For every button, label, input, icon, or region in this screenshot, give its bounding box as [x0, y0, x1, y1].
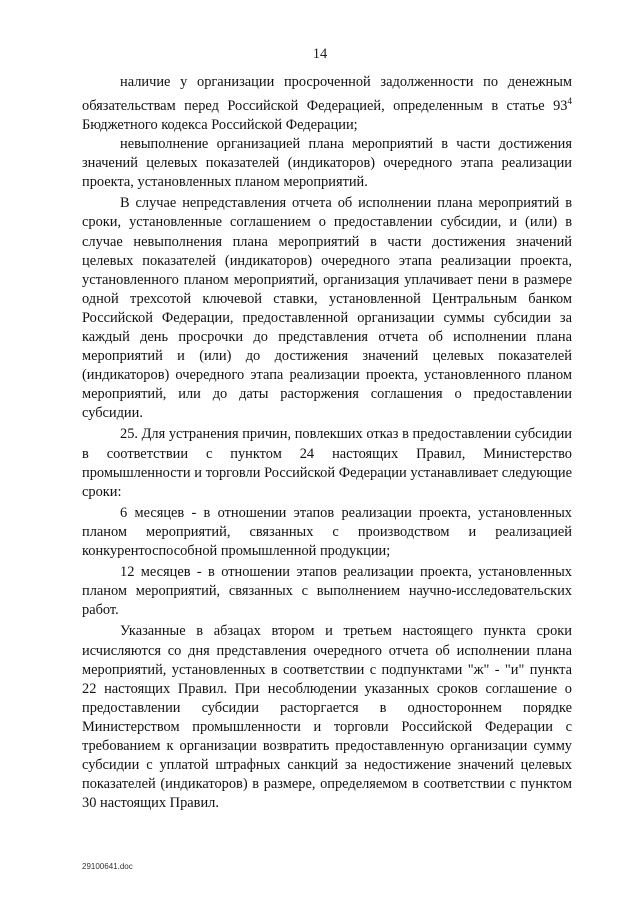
paragraph-text: наличие у организации просроченной задолженности по денежным обязательствам перед Российской Федерацией, определенным в статье 93: [82, 74, 572, 114]
paragraph-section-25: 25. Для устранения причин, повлекших отказ в предоставлении субсидии в соответствии с пунктом 24 настоящих Правил, Министерство промышленности и торговли Российской Федерации устанавливает следующие сроки:: [82, 426, 572, 500]
paragraph-twelve-months: 12 месяцев - в отношении этапов реализации проекта, установленных планом мероприятий, связанных с выполнением научно-исследовательских работ.: [82, 564, 572, 619]
footer-document-code: 29100641.doc: [82, 862, 133, 871]
paragraph-deadlines: Указанные в абзацах втором и третьем настоящего пункта сроки исчисляются со дня представления очередного отчета об исполнении плана мероприятий, установленных в соответствии с подпунктами "ж" - "и" пункта 22 настоящих Правил. При несоблюдении указанных сроков соглашение о предоставлении субсидии расторгается в одностороннем порядке Министерством промышленности и торговли Российской Федерации с требованием к организации возвратить предоставленную организации сумму субсидии с уплатой штрафных санкций за недостижение значений целевых показателей (индикаторов) в размере, определяемом в соответствии с пунктом 30 настоящих Правил.: [82, 623, 572, 812]
paragraph-six-months: 6 месяцев - в отношении этапов реализации проекта, установленных планом мероприятий, связанных с производством и реализацией конкурентоспособной промышленной продукции;: [82, 504, 572, 560]
document-body: [82, 73, 572, 813]
page-number: 14: [312, 46, 328, 62]
paragraph-plan-failure: невыполнение организацией плана мероприятий в части достижения значений целевых показателей (индикаторов) очередного этапа реализации проекта, установленных планом мероприятий.: [82, 136, 572, 191]
paragraph-penalty: В случае непредставления отчета об исполнении плана мероприятий в сроки, установленные соглашением о предоставлении субсидии, и (или) в случае невыполнения плана мероприятий в части достижения значений целевых показателей (индикаторов) очередного этапа реализации проекта, установленного планом мероприятий, организация уплачивает пени в размере одной трехсотой ключевой ставки, установленной Центральным банком Российской Федерации, предоставленной организации суммы субсидии за каждый день просрочки до представления отчета об исполнении плана мероприятий и (или) до достижения значений целевых показателей (индикаторов) очередного этапа реализации проекта, установленного планом мероприятий, или до даты расторжения соглашения о предоставлении субсидии.: [82, 195, 572, 422]
superscript: 4: [567, 96, 572, 107]
paragraph-text-continued: Бюджетного кодекса Российской Федерации;: [82, 116, 358, 133]
paragraph-debt-condition: [82, 73, 572, 135]
